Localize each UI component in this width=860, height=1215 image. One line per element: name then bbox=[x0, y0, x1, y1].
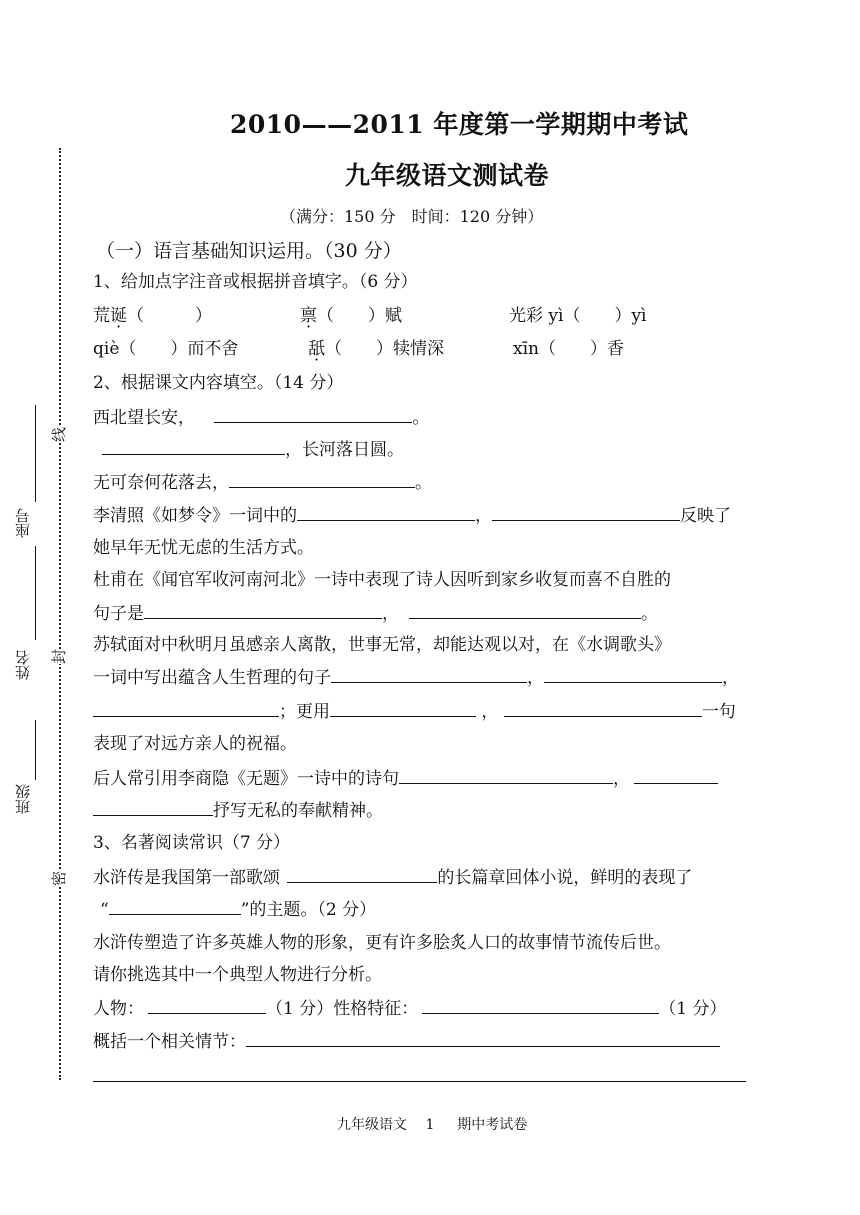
q2-line-4-text: 李清照《如梦令》一词中的 bbox=[93, 506, 297, 526]
part1-heading: （一）语言基础知识运用。（30 分） bbox=[96, 240, 402, 262]
answer-blank[interactable] bbox=[544, 666, 722, 683]
q2-line-5: 她早年无忧无虑的生活方式。 bbox=[93, 538, 314, 558]
q3-title: 3、名著阅读常识（7 分） bbox=[93, 833, 291, 853]
seal-char-mi: 密 bbox=[46, 871, 71, 886]
q2-line-3 bbox=[93, 471, 432, 494]
name-line[interactable] bbox=[35, 546, 36, 640]
answer-blank[interactable] bbox=[214, 406, 412, 423]
answer-blank[interactable] bbox=[422, 997, 659, 1014]
answer-blank[interactable] bbox=[504, 700, 702, 717]
q2-line-9 bbox=[93, 666, 739, 689]
q2-line-9-end: ， bbox=[722, 668, 739, 688]
q3-line-2-end: ”的主题。（2 分） bbox=[240, 900, 377, 920]
q2-line-10-comma: ， bbox=[481, 702, 499, 722]
answer-blank[interactable] bbox=[331, 666, 527, 683]
q1-item-huangdan-dotted: 诞 bbox=[110, 306, 127, 326]
answer-blank[interactable] bbox=[634, 767, 718, 784]
q2-line-9-text: 一词中写出蕴含人生哲理的句子 bbox=[93, 668, 331, 688]
q1-item-huangdan bbox=[93, 305, 212, 327]
q2-line-10 bbox=[93, 700, 736, 723]
q3-line-5 bbox=[93, 997, 726, 1020]
q2-line-4-end: 反映了 bbox=[680, 506, 731, 526]
q2-line-1-end: 。 bbox=[412, 408, 430, 428]
name-label: 姓名 bbox=[14, 650, 32, 680]
q1-item-qieershe[interactable]: qiè（ ）而不舍 bbox=[93, 339, 239, 359]
q2-line-1 bbox=[93, 406, 429, 429]
answer-blank[interactable] bbox=[399, 767, 613, 784]
q3-line-2 bbox=[100, 898, 376, 921]
q2-line-13 bbox=[93, 799, 383, 822]
q2-line-7 bbox=[93, 602, 658, 625]
seal-char-xian: 线 bbox=[46, 427, 71, 442]
q2-line-11: 表现了对远方亲人的祝福。 bbox=[93, 734, 297, 754]
q1-item-bingfu-blank[interactable]: （ ）赋 bbox=[317, 306, 402, 326]
q3-line-4: 请你挑选其中一个典型人物进行分析。 bbox=[93, 965, 382, 985]
q1-item-huangdan-prefix: 荒 bbox=[93, 306, 110, 326]
class-line[interactable] bbox=[35, 720, 36, 780]
q1-item-bingfu-dotted: 禀 bbox=[300, 306, 317, 326]
page-footer: 九年级语文 1 期中考试卷 bbox=[337, 1117, 528, 1133]
answer-blank[interactable] bbox=[492, 504, 680, 521]
q2-line-12 bbox=[93, 767, 718, 790]
answer-blank[interactable] bbox=[148, 997, 266, 1014]
answer-blank[interactable] bbox=[330, 700, 476, 717]
exam-title: 2010——2011 年度第一学期期中考试 bbox=[230, 110, 689, 139]
q2-line-12-text: 后人常引用李商隐《无题》一诗中的诗句 bbox=[93, 769, 399, 789]
q2-line-3-text: 无可奈何花落去， bbox=[93, 473, 229, 493]
q2-line-2-text: ，长河落日圆。 bbox=[285, 440, 404, 460]
q1-item-guangcai[interactable]: 光彩 yì（ ）yì bbox=[509, 306, 647, 326]
seat-number-line[interactable] bbox=[35, 405, 36, 502]
answer-blank[interactable] bbox=[93, 799, 213, 816]
answer-blank[interactable] bbox=[287, 866, 437, 883]
q3-line-6 bbox=[93, 1030, 720, 1053]
answer-blank-full-line[interactable] bbox=[93, 1081, 746, 1082]
answer-blank[interactable] bbox=[109, 898, 241, 915]
q1-item-huangdan-blank[interactable]: （ ） bbox=[127, 306, 212, 326]
answer-blank[interactable] bbox=[246, 1030, 720, 1047]
q2-line-1-text: 西北望长安， bbox=[93, 408, 195, 428]
answer-blank[interactable] bbox=[297, 504, 475, 521]
q1-item-xinxiang[interactable]: xīn（ ）香 bbox=[513, 339, 624, 359]
q2-line-9-comma: ， bbox=[527, 668, 544, 688]
q2-line-10-end: 一句 bbox=[701, 702, 736, 722]
answer-blank[interactable] bbox=[102, 438, 285, 455]
q3-line-3: 水浒传塑造了许多英雄人物的形象，更有许多脍炙人口的故事情节流传后世。 bbox=[93, 933, 671, 953]
exam-subtitle: 九年级语文测试卷 bbox=[345, 161, 550, 190]
q2-line-2 bbox=[93, 438, 404, 461]
q2-line-12-comma: ， bbox=[613, 769, 630, 789]
answer-blank[interactable] bbox=[409, 602, 641, 619]
binding-dotted-line bbox=[59, 148, 61, 1080]
exam-meta: （满分：150 分 时间：120 分钟） bbox=[280, 207, 544, 226]
q3-line-1-end: 的长篇章回体小说，鲜明的表现了 bbox=[437, 868, 693, 888]
q3-line-5-text: 人物： bbox=[93, 999, 144, 1019]
seat-number-label: 座号 bbox=[14, 508, 32, 538]
q1-item-shidu bbox=[308, 338, 444, 360]
q2-line-4-comma: ， bbox=[475, 506, 492, 526]
q3-line-6-text: 概括一个相关情节： bbox=[93, 1032, 246, 1052]
q3-line-5-mid: （1 分）性格特征： bbox=[266, 999, 419, 1019]
q2-line-3-end: 。 bbox=[415, 473, 432, 493]
q1-title: 1、给加点字注音或根据拼音填字。（6 分） bbox=[93, 272, 418, 292]
q3-line-2-quote: “ bbox=[100, 900, 109, 920]
q2-line-7-comma: ， bbox=[382, 604, 399, 624]
class-label: 班级 bbox=[14, 784, 32, 814]
q3-line-5-end: （1 分） bbox=[659, 999, 727, 1019]
q2-line-6: 杜甫在《闻官军收河南河北》一诗中表现了诗人因听到家乡收复而喜不自胜的 bbox=[93, 570, 671, 590]
answer-blank[interactable] bbox=[93, 700, 279, 717]
q1-item-shidu-blank[interactable]: （ ）犊情深 bbox=[325, 339, 444, 359]
q2-title: 2、根据课文内容填空。（14 分） bbox=[93, 373, 344, 393]
q2-line-7-text: 句子是 bbox=[93, 604, 144, 624]
q2-line-10-text: ；更用 bbox=[279, 702, 330, 722]
q2-line-7-end: 。 bbox=[641, 604, 658, 624]
q3-line-1-text: 水浒传是我国第一部歌颂 bbox=[93, 868, 280, 888]
q1-item-shidu-dotted: 舐 bbox=[308, 339, 325, 359]
answer-blank[interactable] bbox=[229, 471, 415, 488]
q2-line-4 bbox=[93, 504, 731, 527]
q2-line-13-text: 抒写无私的奉献精神。 bbox=[213, 801, 383, 821]
answer-blank[interactable] bbox=[144, 602, 382, 619]
q3-line-1 bbox=[93, 866, 692, 889]
seal-char-feng: 封 bbox=[46, 649, 71, 664]
q1-item-bingfu bbox=[300, 305, 402, 327]
q2-line-8: 苏轼面对中秋明月虽感亲人离散，世事无常，却能达观以对，在《水调歌头》 bbox=[93, 635, 671, 655]
